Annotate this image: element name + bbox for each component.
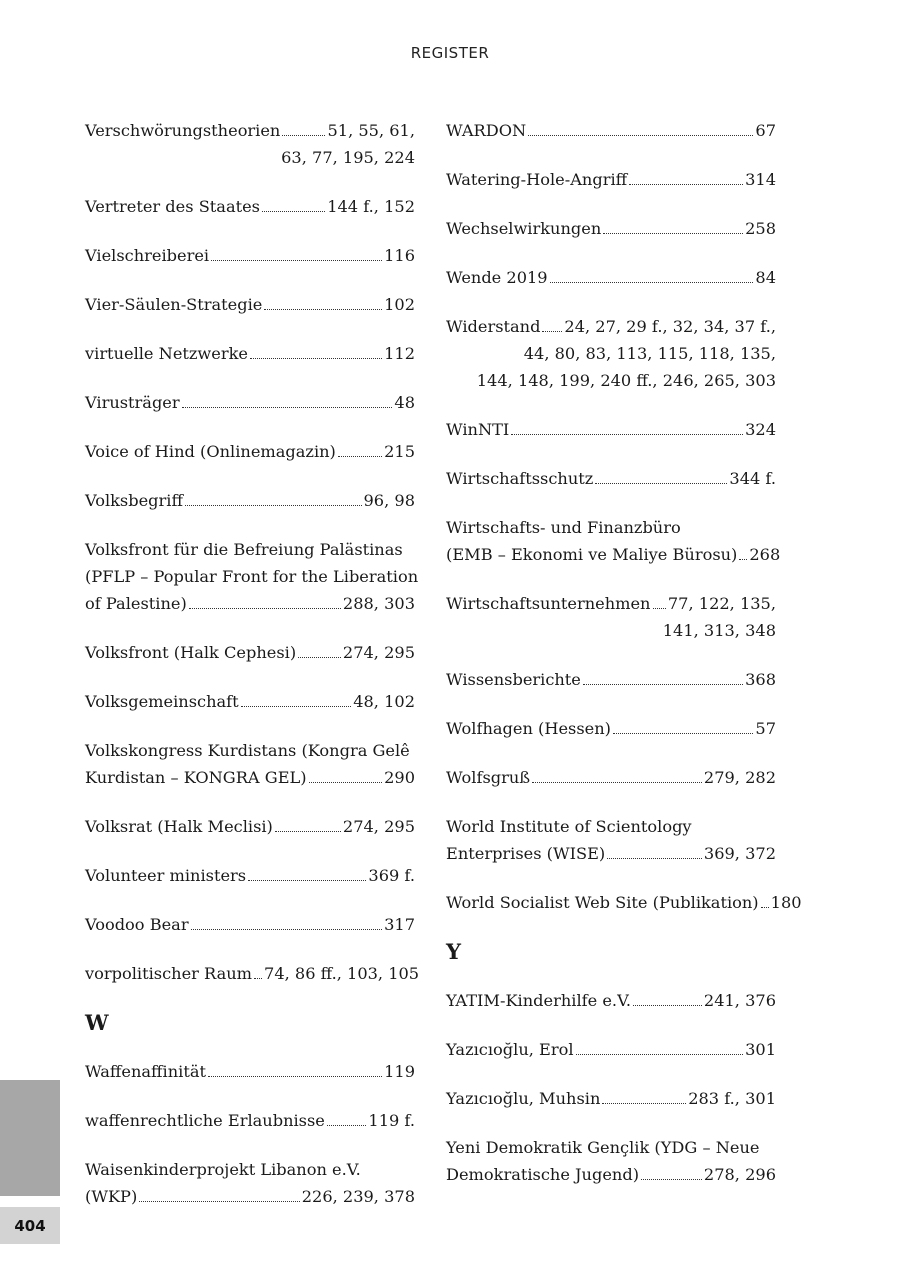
index-entry-line xyxy=(85,960,420,987)
index-term: WinNTI xyxy=(446,420,510,439)
index-entry-line xyxy=(85,242,415,269)
dot-leader xyxy=(241,706,352,707)
index-entry-line xyxy=(85,639,415,666)
index-term: (WKP) xyxy=(85,1187,138,1206)
index-term: Wirtschaftsunternehmen xyxy=(446,594,651,613)
dot-leader xyxy=(275,831,341,832)
index-term: (EMB – Ekonomi ve Maliye Bürosu) xyxy=(446,545,738,564)
index-term: Vier-Säulen-Strategie xyxy=(85,295,263,314)
dot-leader xyxy=(208,1076,382,1077)
index-entry-line xyxy=(85,438,415,465)
index-entry xyxy=(85,1156,415,1210)
dot-leader xyxy=(633,1005,702,1006)
index-entry xyxy=(446,264,776,291)
index-term: Wechselwirkungen xyxy=(446,219,602,238)
index-column-left xyxy=(85,117,420,1232)
index-term: Volunteer ministers xyxy=(85,866,247,885)
index-entry-line xyxy=(446,1085,776,1112)
page-references: 368 xyxy=(745,670,776,689)
index-entry xyxy=(85,487,415,514)
index-entry xyxy=(446,666,776,693)
index-term: Volksrat (Halk Meclisi) xyxy=(85,817,273,836)
index-term: Voodoo Bear xyxy=(85,915,189,934)
index-entry xyxy=(85,1107,415,1134)
entry-list-y xyxy=(446,987,776,1188)
page-references: 215 xyxy=(384,442,415,461)
index-entry xyxy=(85,737,415,791)
index-entry-line xyxy=(446,1036,776,1063)
page-references: 48 xyxy=(394,393,415,412)
index-entry xyxy=(446,813,776,867)
page-references: 51, 55, 61, xyxy=(327,121,415,140)
index-entry xyxy=(446,465,776,492)
page-references: 288, 303 xyxy=(342,594,415,613)
dot-leader xyxy=(629,184,743,185)
dot-leader xyxy=(550,282,754,283)
dot-leader xyxy=(309,782,383,783)
index-term: Wolfhagen (Hessen) xyxy=(446,719,611,738)
index-term: Wolfsgruß xyxy=(446,768,531,787)
page-references: 290 xyxy=(384,768,415,787)
index-entry xyxy=(446,215,776,242)
dot-leader xyxy=(607,858,702,859)
index-entry-line xyxy=(446,313,776,340)
page-references: 369, 372 xyxy=(703,844,776,863)
page-references: 226, 239, 378 xyxy=(301,1187,415,1206)
index-entry-line xyxy=(85,487,415,514)
dot-leader xyxy=(185,505,362,506)
index-entry xyxy=(446,514,781,568)
dot-leader xyxy=(653,608,666,609)
thumb-tab xyxy=(0,1080,60,1196)
index-entry-line xyxy=(446,117,776,144)
index-entry xyxy=(85,117,415,171)
index-term: Waffenaffinität xyxy=(85,1062,206,1081)
index-entry xyxy=(446,1134,776,1188)
page-references: 116 xyxy=(384,246,415,265)
dot-leader xyxy=(542,331,562,332)
page-number: 404 xyxy=(0,1207,60,1244)
index-term: Wissensberichte xyxy=(446,670,581,689)
index-entry xyxy=(85,389,415,416)
page-references: 112 xyxy=(384,344,415,363)
index-entry-line xyxy=(446,264,776,291)
index-term: YATIM-Kinderhilfe e.V. xyxy=(446,991,632,1010)
index-entry xyxy=(446,715,776,742)
index-entry-line xyxy=(446,889,802,916)
dot-leader xyxy=(739,559,747,560)
page-references: 102 xyxy=(384,295,415,314)
index-entry-term-line: Wirtschafts- und Finanzbüro xyxy=(446,518,681,537)
index-entry xyxy=(446,987,776,1014)
index-entry xyxy=(85,813,415,840)
index-term: Virusträger xyxy=(85,393,180,412)
index-term: Kurdistan – KONGRA GEL) xyxy=(85,768,307,787)
index-entry-term-line: Waisenkinderprojekt Libanon e.V. xyxy=(85,1160,361,1179)
index-entry xyxy=(446,416,776,443)
dot-leader xyxy=(338,456,382,457)
index-entry-line xyxy=(446,416,776,443)
dot-leader xyxy=(576,1054,744,1055)
index-entry-line xyxy=(85,389,415,416)
index-entry-term-line: Volkskongress Kurdistans (Kongra Gelê xyxy=(85,741,410,760)
index-entry xyxy=(446,764,776,791)
index-term: Wende 2019 xyxy=(446,268,548,287)
page-references-continued: 44, 80, 83, 113, 115, 118, 135, xyxy=(523,344,776,363)
index-term: Volksgemeinschaft xyxy=(85,692,239,711)
page-references: 258 xyxy=(745,219,776,238)
index-entry-line xyxy=(85,1058,415,1085)
index-entry xyxy=(446,1036,776,1063)
page-references: 96, 98 xyxy=(363,491,415,510)
index-entry xyxy=(85,639,415,666)
index-entry-line xyxy=(85,340,415,367)
index-entry-line xyxy=(85,1107,415,1134)
dot-leader xyxy=(532,782,702,783)
index-entry xyxy=(85,193,415,220)
index-entry xyxy=(446,117,776,144)
index-term: Watering-Hole-Angriff xyxy=(446,170,628,189)
page-references-continued: 141, 313, 348 xyxy=(662,621,776,640)
dot-leader xyxy=(254,978,262,979)
index-entry-line xyxy=(446,541,781,568)
page-references: 301 xyxy=(745,1040,776,1059)
index-entry xyxy=(85,960,420,987)
index-entry-line xyxy=(85,813,415,840)
dot-leader xyxy=(511,434,743,435)
page-references: 317 xyxy=(384,915,415,934)
section-heading-w: W xyxy=(85,1010,109,1035)
index-term: Wirtschaftsschutz xyxy=(446,469,594,488)
index-entry-line xyxy=(446,166,776,193)
index-entry xyxy=(446,166,776,193)
page-references: 67 xyxy=(755,121,776,140)
page-references-continued: 63, 77, 195, 224 xyxy=(281,148,415,167)
index-entry xyxy=(85,340,415,367)
index-entry xyxy=(85,536,419,617)
page-references: 84 xyxy=(755,268,776,287)
page-references: 324 xyxy=(745,420,776,439)
index-term: vorpolitischer Raum xyxy=(85,964,253,983)
page-references: 48, 102 xyxy=(353,692,415,711)
index-entry-term-line: Volksfront für die Befreiung Palästinas xyxy=(85,540,403,559)
dot-leader xyxy=(139,1201,299,1202)
page-references: 279, 282 xyxy=(703,768,776,787)
index-entry xyxy=(446,889,802,916)
index-entry-line xyxy=(446,764,776,791)
index-entry xyxy=(85,688,415,715)
entry-list-w-left xyxy=(85,1058,415,1210)
dot-leader xyxy=(298,657,341,658)
index-term: Voice of Hind (Onlinemagazin) xyxy=(85,442,336,461)
dot-leader xyxy=(191,929,383,930)
dot-leader xyxy=(641,1179,702,1180)
index-term: WARDON xyxy=(446,121,527,140)
index-entry-line xyxy=(446,215,776,242)
index-entry-line xyxy=(85,117,415,144)
index-entry-line xyxy=(85,193,415,220)
index-entry-line xyxy=(446,715,776,742)
index-term: virtuelle Netzwerke xyxy=(85,344,248,363)
section-heading-y: Y xyxy=(446,939,461,964)
index-entry xyxy=(85,911,415,938)
index-term: Widerstand xyxy=(446,317,541,336)
index-term: Vielschreiberei xyxy=(85,246,210,265)
index-entry-line xyxy=(85,764,415,791)
page-references-continued: 144, 148, 199, 240 ff., 246, 265, 303 xyxy=(476,371,776,390)
entry-list-w-right xyxy=(446,117,802,916)
page-references: 119 f. xyxy=(368,1111,415,1130)
index-entry-line xyxy=(85,1183,415,1210)
dot-leader xyxy=(595,483,727,484)
index-entry-term-line: Yeni Demokratik Gençlik (YDG – Neue xyxy=(446,1138,760,1157)
dot-leader xyxy=(282,135,325,136)
page-references: 274, 295 xyxy=(342,643,415,662)
page-references: 241, 376 xyxy=(703,991,776,1010)
index-column-right xyxy=(446,117,802,1210)
index-entry-line xyxy=(446,666,776,693)
index-entry xyxy=(85,1058,415,1085)
page-header: REGISTER xyxy=(410,44,490,62)
page-references: 274, 295 xyxy=(342,817,415,836)
dot-leader xyxy=(250,358,382,359)
index-term: Volksfront (Halk Cephesi) xyxy=(85,643,297,662)
index-entry-line xyxy=(85,862,415,889)
index-term: Verschwörungstheorien xyxy=(85,121,281,140)
index-entry-line xyxy=(85,688,415,715)
index-entry xyxy=(446,1085,776,1112)
index-entry-line xyxy=(446,465,776,492)
dot-leader xyxy=(528,135,753,136)
dot-leader xyxy=(602,1103,686,1104)
index-entry xyxy=(85,862,415,889)
index-term: Vertreter des Staates xyxy=(85,197,260,216)
index-entry xyxy=(446,590,776,644)
index-term: Volksbegriff xyxy=(85,491,183,510)
index-entry-term-line: World Institute of Scientology xyxy=(446,817,692,836)
index-entry-term-line: (PFLP – Popular Front for the Liberation xyxy=(85,567,419,586)
index-entry-line xyxy=(446,590,776,617)
page-references: 57 xyxy=(755,719,776,738)
dot-leader xyxy=(327,1125,367,1126)
dot-leader xyxy=(761,907,769,908)
index-entry-line xyxy=(85,911,415,938)
page-references: 77, 122, 135, xyxy=(667,594,776,613)
entry-list-v xyxy=(85,117,420,987)
page-references: 278, 296 xyxy=(703,1165,776,1184)
index-term: World Socialist Web Site (Publikation) xyxy=(446,893,759,912)
index-term: Enterprises (WISE) xyxy=(446,844,606,863)
page-references: 180 xyxy=(770,893,802,912)
index-entry-line xyxy=(446,987,776,1014)
page-references: 344 f. xyxy=(729,469,776,488)
dot-leader xyxy=(211,260,382,261)
dot-leader xyxy=(248,880,366,881)
dot-leader xyxy=(603,233,743,234)
dot-leader xyxy=(262,211,325,212)
index-entry-line xyxy=(85,590,415,617)
index-term: Demokratische Jugend) xyxy=(446,1165,640,1184)
index-entry-line xyxy=(446,840,776,867)
index-entry xyxy=(85,291,415,318)
index-entry xyxy=(85,438,415,465)
index-term: Yazıcıoğlu, Muhsin xyxy=(446,1089,601,1108)
dot-leader xyxy=(613,733,753,734)
index-term: of Palestine) xyxy=(85,594,187,613)
page-references: 74, 86 ff., 103, 105 xyxy=(264,964,420,983)
dot-leader xyxy=(583,684,743,685)
index-entry-line xyxy=(446,1161,776,1188)
index-entry xyxy=(446,313,776,394)
page-references: 268 xyxy=(749,545,781,564)
page-references: 119 xyxy=(384,1062,415,1081)
index-term: waffenrechtliche Erlaubnisse xyxy=(85,1111,325,1130)
dot-leader xyxy=(182,407,393,408)
page-references: 283 f., 301 xyxy=(688,1089,776,1108)
index-term: Yazıcıoğlu, Erol xyxy=(446,1040,574,1059)
dot-leader xyxy=(189,608,341,609)
page-references: 144 f., 152 xyxy=(327,197,415,216)
page-references: 24, 27, 29 f., 32, 34, 37 f., xyxy=(564,317,776,336)
index-entry xyxy=(85,242,415,269)
page-references: 314 xyxy=(745,170,776,189)
index-entry-line xyxy=(85,291,415,318)
page-references: 369 f. xyxy=(368,866,415,885)
dot-leader xyxy=(264,309,382,310)
